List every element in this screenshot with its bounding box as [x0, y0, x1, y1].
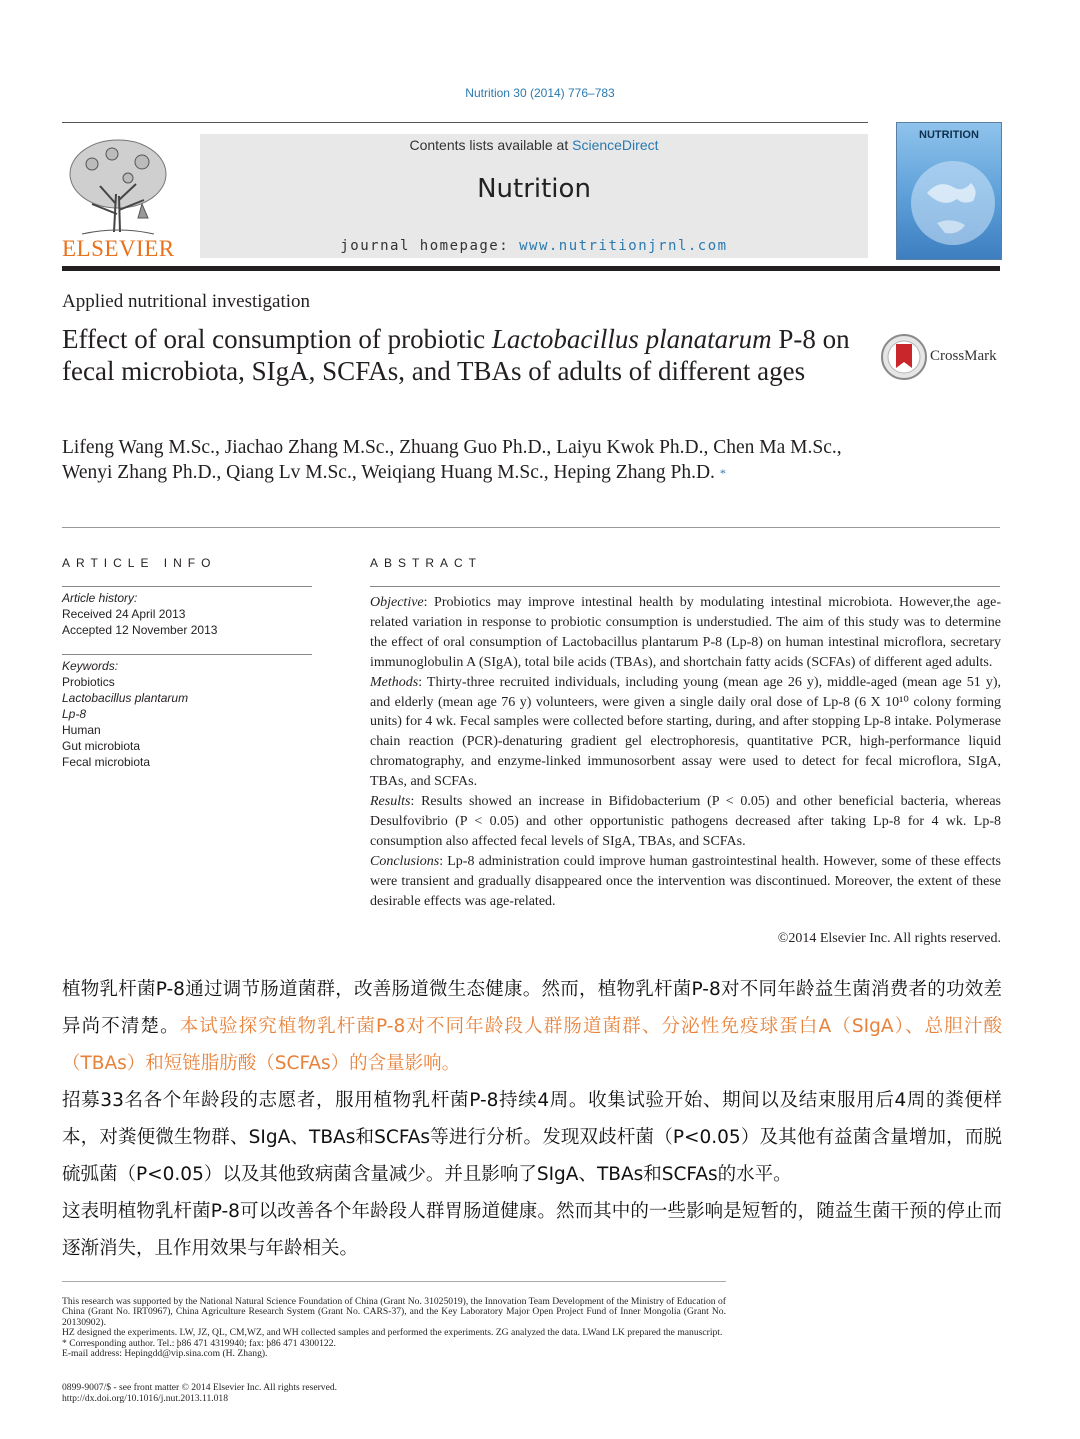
article-history — [62, 590, 217, 638]
abstract-heading: ABSTRACT — [370, 556, 483, 570]
summary-highlight: 本试验探究植物乳杆菌P-8对不同年龄段人群肠道菌群、分泌性免疫球蛋白A（SIgA）、总胆汁酸（TBAs）和短链脂肪酸（SCFAs）的含量影响。 — [62, 1016, 1002, 1074]
article-section-type: Applied nutritional investigation — [62, 291, 311, 312]
conclusions-label: Conclusions — [370, 853, 440, 869]
keyword-item: Lp-8 — [62, 707, 87, 721]
keyword-item: Lactobacillus plantarum — [62, 691, 189, 705]
sciencedirect-link[interactable]: ScienceDirect — [572, 137, 659, 153]
funding-note: This research was supported by the National Natural Science Foundation of China (Grant No. 31025019), the Innovation Team Development of the Ministry of Education of China (Grant No. IRT0967), China Agriculture Research System (Grant No. CARS-37), and the Key Laboratory Major Open Project Fund of Inner Mongolia (Grant No. 20130902). — [62, 1296, 726, 1328]
title-part-2: P-8 on fecal microbiota, SIgA, SCFAs, and TBAs of adults of different ages — [62, 324, 850, 386]
doi-link[interactable]: http://dx.doi.org/10.1016/j.nut.2013.11.018 — [62, 1393, 229, 1404]
footnote-rule — [62, 1281, 726, 1282]
summary-intro: 植物乳杆菌P-8通过调节肠道菌群，改善肠道微生态健康。然而，植物乳杆菌P-8对不同年龄益生菌消费者的功效差异尚不清楚。 — [62, 979, 1002, 1037]
author-names: Lifeng Wang M.Sc., Jiachao Zhang M.Sc., Zhuang Guo Ph.D., Laiyu Kwok Ph.D., Chen Ma M.Sc., Wenyi Zhang Ph.D., Qiang Lv M.Sc., Weiqiang Huang M.Sc., Heping Zhang Ph.D. — [62, 437, 842, 483]
header-thick-rule — [62, 266, 1000, 271]
elsevier-wordmark: ELSEVIER — [62, 236, 175, 261]
corresponding-author-mark[interactable]: * — [719, 465, 726, 480]
info-rule — [62, 654, 312, 655]
journal-banner — [200, 134, 868, 258]
history-label: Article history: — [62, 591, 138, 605]
summary-paragraph-1 — [62, 971, 1002, 1082]
summary-paragraph-3: 这表明植物乳杆菌P-8可以改善各个年龄段人群胃肠道健康。然而其中的一些影响是短暂的，随益生菌干预的停止而逐渐消失，且作用效果与年龄相关。 — [62, 1201, 1002, 1259]
top-rule — [62, 122, 868, 123]
keyword-item: Human — [62, 723, 101, 737]
article-info-heading: ARTICLE INFO — [62, 556, 217, 570]
info-rule — [62, 586, 312, 587]
contents-prefix: Contents lists available at — [409, 137, 573, 153]
homepage-link[interactable]: www.nutritionjrnl.com — [519, 238, 728, 254]
keyword-item: Gut microbiota — [62, 739, 141, 753]
keyword-item: Probiotics — [62, 675, 115, 689]
publication-info — [62, 1382, 726, 1404]
journal-cover-image — [896, 122, 1002, 260]
journal-name: Nutrition — [477, 174, 591, 204]
keywords-label: Keywords: — [62, 659, 119, 673]
keywords-block — [62, 658, 188, 770]
keyword-item: Fecal microbiota — [62, 755, 151, 769]
abstract-results — [370, 792, 1001, 852]
results-label: Results — [370, 794, 411, 810]
footnotes — [62, 1297, 726, 1359]
accepted-date: Accepted 12 November 2013 — [62, 623, 218, 637]
homepage-prefix: journal homepage: — [340, 238, 520, 254]
chinese-summary — [62, 971, 1002, 1267]
abstract-body — [370, 593, 1001, 912]
methods-label: Methods — [370, 674, 419, 690]
conclusions-text: : Lp-8 administration could improve human gastrointestinal health. However, some of these effects were transient and gradually disappeared once the intervention was discontinued. Moreover, the extent of these desirable effects was age-related. — [370, 853, 1001, 909]
received-date: Received 24 April 2013 — [62, 607, 186, 621]
email-note[interactable]: E-mail address: Hepingdd@vip.sina.com (H. Zhang). — [62, 1348, 268, 1360]
journal-citation: Nutrition 30 (2014) 776–783 — [465, 86, 615, 100]
corresponding-author-note: * Corresponding author. Tel.: þ86 471 4319940; fax: þ86 471 4300122. — [62, 1337, 336, 1349]
abstract-conclusions — [370, 852, 1001, 912]
abstract-objective — [370, 593, 1001, 673]
crossmark-icon[interactable] — [880, 332, 928, 382]
abstract-methods — [370, 673, 1001, 792]
cover-title: NUTRITION — [919, 129, 979, 141]
author-list — [62, 436, 852, 485]
contents-line — [200, 137, 868, 153]
contributions-note: HZ designed the experiments. LW, JZ, QL, CM,WZ, and WH collected samples and performed the experiments. ZG analyzed the data. LWand LK prepared the manuscript. — [62, 1327, 723, 1339]
title-species: Lactobacillus planatarum — [491, 324, 772, 354]
abstract-copyright: ©2014 Elsevier Inc. All rights reserved. — [777, 931, 1001, 946]
globe-icon — [897, 123, 1001, 259]
summary-paragraph-2: 招募33名各个年龄段的志愿者，服用植物乳杆菌P-8持续4周。收集试验开始、期间以及结束服用后4周的粪便样本，对粪便微生物群、SIgA、TBAs和SCFAs等进行分析。发现双歧杆菌（P<0.05）及其他有益菌含量增加，而脱硫弧菌（P<0.05）以及其他致病菌含量减少。并且影响了SIgA、TBAs和SCFAs的水平。 — [62, 1090, 1002, 1185]
results-text: : Results showed an increase in Bifidobacterium (P < 0.05) and other beneficial bacteria, whereas Desulfovibrio (P < 0.05) and other opportunistic pathogens decreased after taking Lp-8 for 4 wk. Lp-8 consumption also affected fecal levels of SIgA, TBAs, and SCFAs. — [370, 794, 1001, 849]
journal-homepage-line — [200, 238, 868, 254]
issn-line: 0899-9007/$ - see front matter © 2014 Elsevier Inc. All rights reserved. — [62, 1382, 338, 1393]
objective-label: Objective — [370, 595, 424, 610]
article-title — [62, 323, 852, 387]
crossmark-label[interactable]: CrossMark — [930, 348, 997, 364]
section-divider — [62, 527, 1000, 528]
methods-text: : Thirty-three recruited individuals, including young (mean age 26 y), middle-aged (mean age 51 y), and elderly (mean age 76 y) volunteers, were given a single daily oral dose of Lp-8 (6 X 10¹⁰ colony forming units) for 4 wk. Fecal samples were collected before starting, during, and after stopping Lp-8 intake. Polymerase chain reaction (PCR)-denaturing gradient gel electrophoresis, quantitative PCR, high-performance liquid chromatography, and enzyme-linked immunosorbent assay were used to detect for fecal microflora, SIgA, TBAs, and SCFAs. — [370, 674, 1001, 790]
title-part-1: Effect of oral consumption of probiotic — [62, 324, 492, 354]
objective-text: : Probiotics may improve intestinal health by modulating intestinal microbiota. However,the age-related variation in response to probiotic consumption is understudied. The aim of this study was to determine the effect of oral consumption of Lactobacillus plantarum P-8 (Lp-8) on human intestinal microflora, secretary immunoglobulin A (SIgA), total bile acids (TBAs), and shortchain fatty acids (SCFAs) of different aged adults. — [370, 595, 1001, 670]
abstract-rule — [370, 586, 1000, 587]
